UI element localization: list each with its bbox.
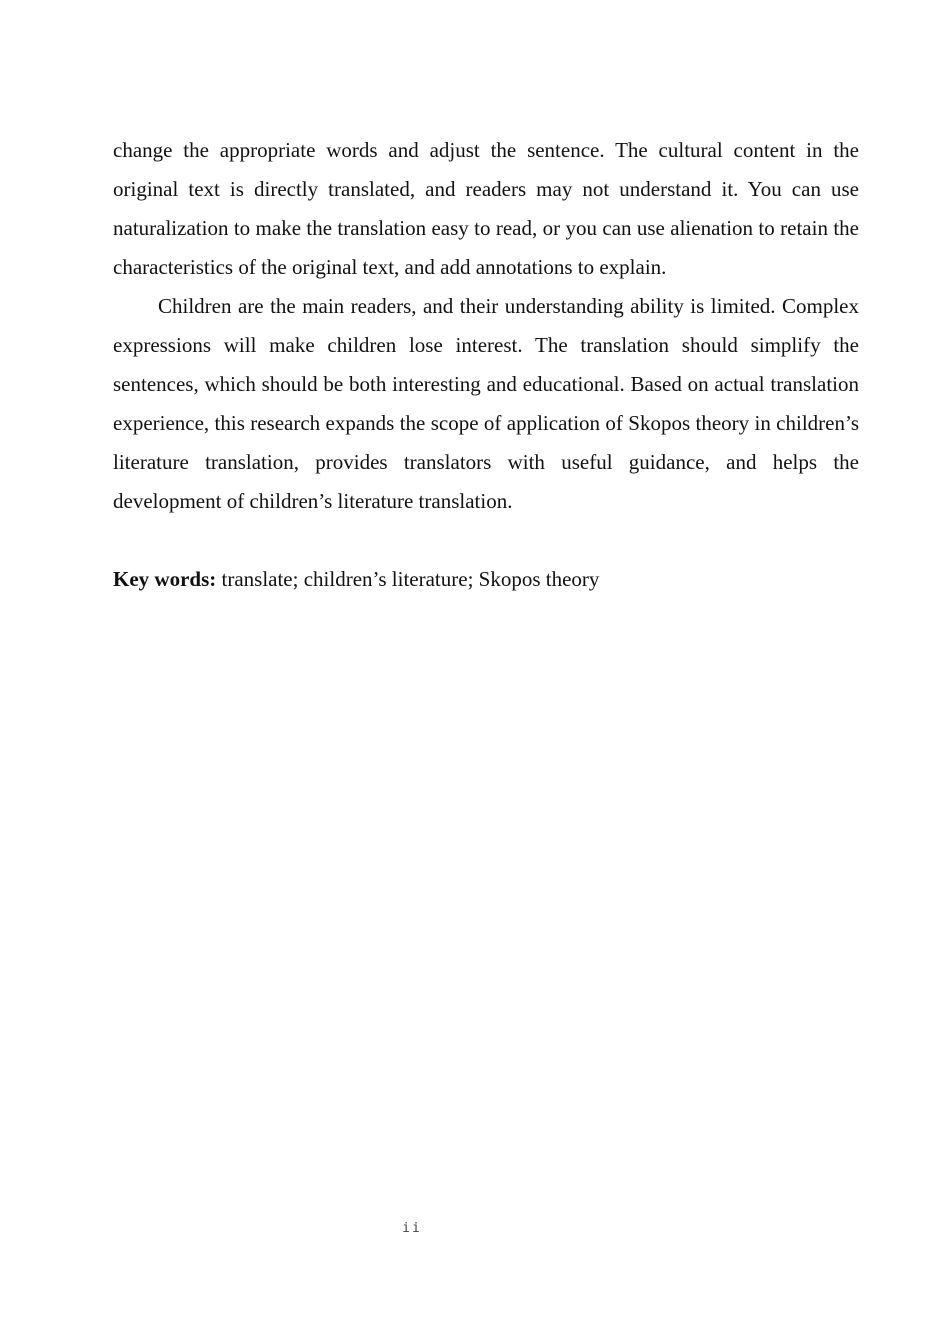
keywords-label: Key words:	[113, 567, 217, 591]
keywords-line	[113, 560, 859, 599]
page-number: ii	[402, 1221, 422, 1236]
paragraph-children-readers: Children are the main readers, and their understanding ability is limited. Complex expressions will make children lose interest. The translation should simplify the sentences, which should be both interesting and educational. Based on actual translation experience, this research expands the scope of application of Skopos theory in children’s literature translation, provides translators with useful guidance, and helps the development of children’s literature translation.	[113, 294, 859, 513]
paragraph-continuation: change the appropriate words and adjust the sentence. The cultural content in the original text is directly translated, and readers may not understand it. You can use naturalization to make the translation easy to read, or you can use alienation to retain the characteristics of the original text, and add annotations to explain.	[113, 138, 859, 279]
abstract-body	[113, 131, 859, 599]
keywords-text: translate; children’s literature; Skopos theory	[216, 567, 600, 591]
